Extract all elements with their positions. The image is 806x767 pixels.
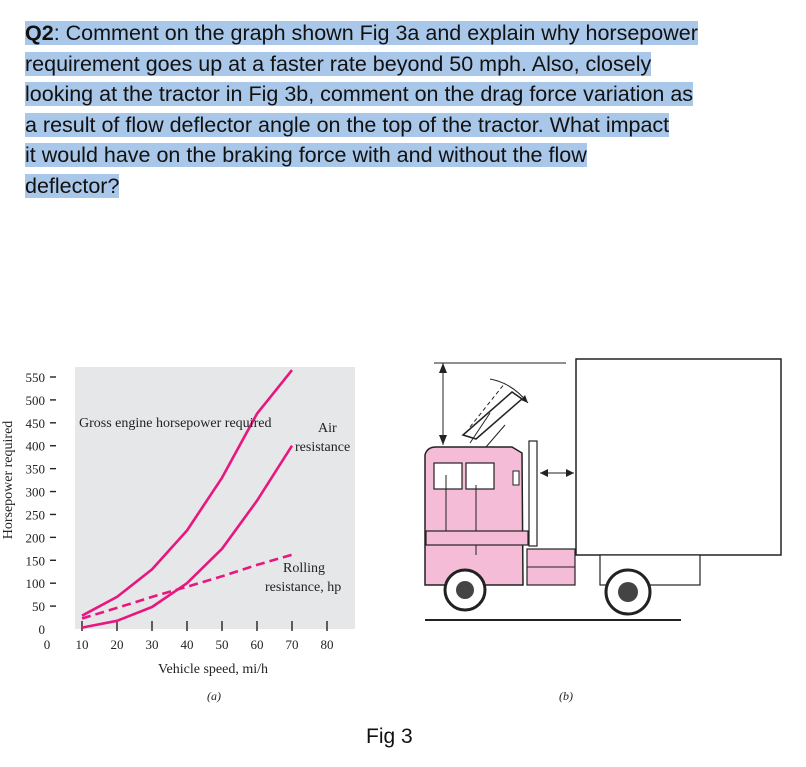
y-tick-label: 350 bbox=[25, 461, 45, 477]
panel-label-a: (a) bbox=[207, 689, 221, 703]
x-tick-label: 0 bbox=[43, 637, 51, 652]
figure-caption: Fig 3 bbox=[366, 725, 413, 748]
exhaust-stack bbox=[529, 441, 537, 546]
question-label: Q2 bbox=[25, 21, 54, 45]
question-line-3: looking at the tractor in Fig 3b, comment on the drag force variation as bbox=[25, 82, 694, 106]
x-tick-label: 50 bbox=[215, 637, 229, 652]
x-tick-label: 60 bbox=[250, 637, 264, 652]
x-tick-label: 30 bbox=[145, 637, 159, 652]
figure-3 bbox=[0, 355, 806, 725]
x-tick-label: 10 bbox=[75, 637, 89, 652]
bumper bbox=[426, 531, 528, 545]
x-tick-label: 40 bbox=[180, 637, 194, 652]
annotation-gross-hp: Gross engine horsepower required bbox=[79, 416, 272, 431]
question-text bbox=[25, 18, 765, 201]
arrow-down-icon bbox=[439, 435, 447, 445]
y-tick-label: 250 bbox=[25, 507, 45, 523]
y-tick-label: 0 bbox=[38, 622, 45, 637]
question-line-2: requirement goes up at a faster rate beyond 50 mph. Also, closely bbox=[25, 51, 652, 76]
annotation-air-resistance: resistance bbox=[295, 440, 351, 455]
y-axis bbox=[26, 370, 57, 637]
wheel-hub bbox=[456, 581, 474, 599]
annotation-rolling: Rolling bbox=[283, 561, 326, 576]
truck-illustration bbox=[425, 359, 781, 620]
mirror bbox=[513, 471, 519, 485]
y-tick-label: 300 bbox=[25, 484, 45, 500]
annotation-rolling-resistance: resistance, hp bbox=[265, 580, 342, 595]
annotation-air: Air bbox=[318, 421, 337, 436]
x-tick-label: 20 bbox=[110, 637, 124, 652]
question-line-5: it would have on the braking force with and without the flow bbox=[25, 143, 587, 167]
x-tick-label: 70 bbox=[285, 637, 299, 652]
cab-window bbox=[466, 463, 494, 489]
arrow-right-icon bbox=[566, 469, 574, 477]
x-tick-label: 80 bbox=[320, 637, 334, 652]
question-line-6: deflector? bbox=[25, 173, 120, 198]
cab-window bbox=[434, 463, 462, 489]
arrow-up-icon bbox=[439, 363, 447, 373]
y-tick-label: 50 bbox=[32, 599, 45, 615]
wheel-hub bbox=[618, 582, 638, 602]
y-tick-label: 400 bbox=[25, 438, 45, 454]
x-axis-label: Vehicle speed, mi/h bbox=[157, 662, 269, 677]
y-axis-label: Horsepower required bbox=[1, 420, 16, 540]
y-tick-label: 150 bbox=[25, 553, 45, 569]
y-tick-label: 200 bbox=[25, 530, 45, 546]
trailer-box bbox=[576, 359, 781, 555]
question-line-4: a result of flow deflector angle on the top of the tractor. What impact bbox=[25, 112, 670, 137]
y-tick-label: 550 bbox=[25, 370, 45, 385]
question-line-1: : Comment on the graph shown Fig 3a and explain why horsepower bbox=[53, 21, 698, 45]
y-tick-label: 500 bbox=[25, 392, 45, 408]
panel-label-b: (b) bbox=[559, 689, 573, 703]
y-tick-label: 100 bbox=[25, 576, 45, 592]
y-tick-label: 450 bbox=[25, 415, 45, 431]
arrow-left-icon bbox=[540, 469, 548, 477]
